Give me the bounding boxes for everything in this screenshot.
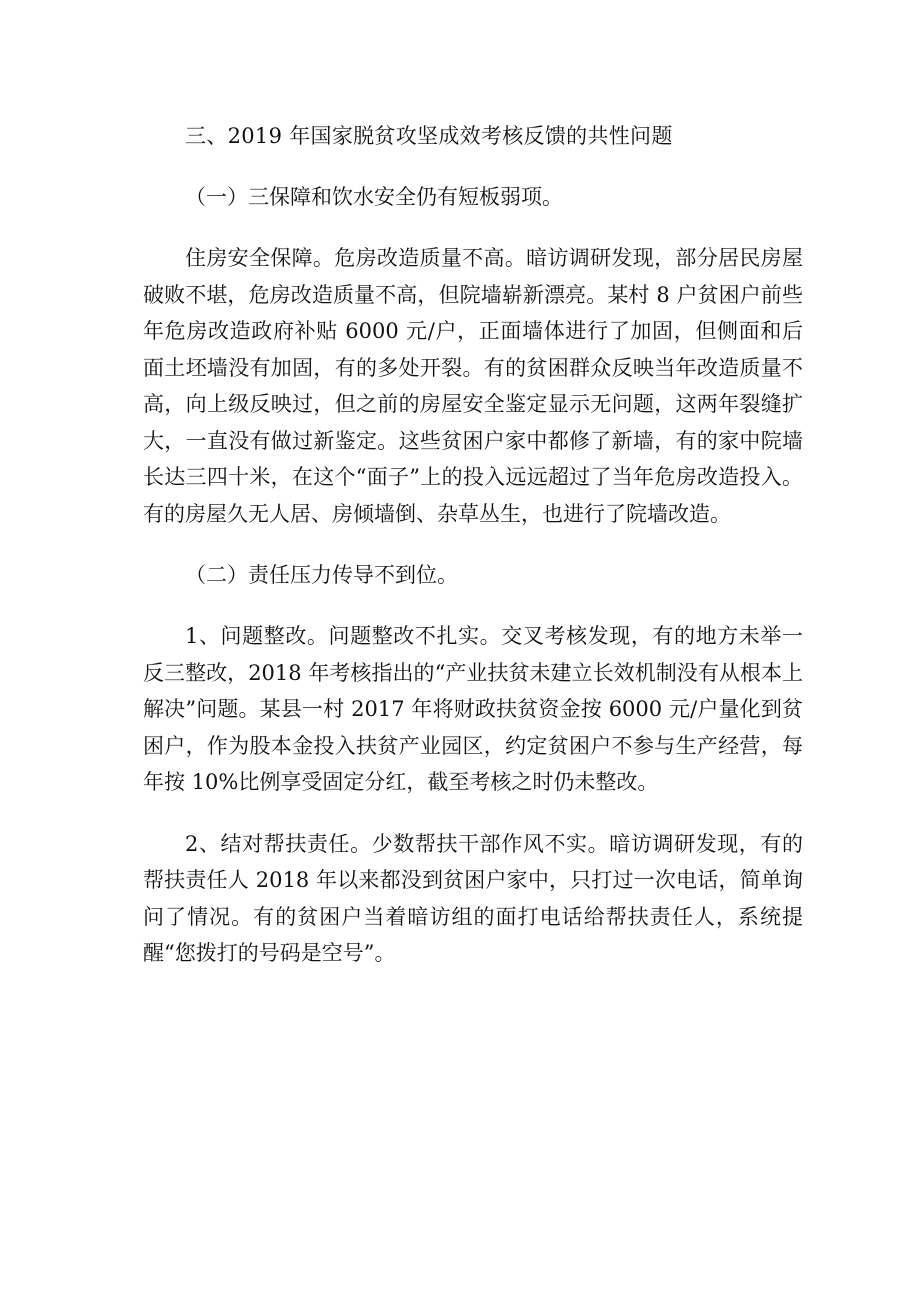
paragraph-housing-safety: 住房安全保障。危房改造质量不高。暗访调研发现，部分居民房屋破败不堪，危房改造质量不高，但院墙崭新漂亮。某村 8 户贫困户前些年危房改造政府补贴 6000 元/户，正面墙体进行了加固，但侧面和后面土坯墙没有加固，有的多处开裂。有的贫困群众反映当年改造质量不高，向上级反映过，但之前的房屋安全鉴定显示无问题，这两年裂缝扩大，一直没有做过新鉴定。这些贫困户家中都修了新墙，有的家中院墙长达三四十米，在这个“面子”上的投入远远超过了当年危房改造投入。有的房屋久无人居、房倾墙倒、杂草丛生，也进行了院墙改造。 <box>143 246 803 526</box>
document-body <box>143 118 803 997</box>
paragraph-paired-assistance: 2、结对帮扶责任。少数帮扶干部作风不实。暗访调研发现，有的帮扶责任人 2018 年以来都没到贫困户家中，只打过一次电话，简单询问了情况。有的贫困户当着暗访组的面打电话给帮扶责任人，系统提醒“您拨打的号码是空号”。 <box>143 831 803 965</box>
section-heading: 三、2019 年国家脱贫攻坚成效考核反馈的共性问题 <box>185 124 673 148</box>
subsection-heading-1: （一）三保障和饮水安全仍有短板弱项。 <box>185 185 563 209</box>
subsection-heading-2: （二）责任压力传导不到位。 <box>185 563 458 587</box>
paragraph-problem-rectification: 1、问题整改。问题整改不扎实。交叉考核发现，有的地方未举一反三整改，2018 年考核指出的“产业扶贫未建立长效机制没有从根本上解决”问题。某县一村 2017 年将财政扶贫资金按 6000 元/户量化到贫困户，作为股本金投入扶贫产业园区，约定贫困户不参与生产经营，每年按 10%比例享受固定分红，截至考核之时仍未整改。 <box>143 624 803 794</box>
